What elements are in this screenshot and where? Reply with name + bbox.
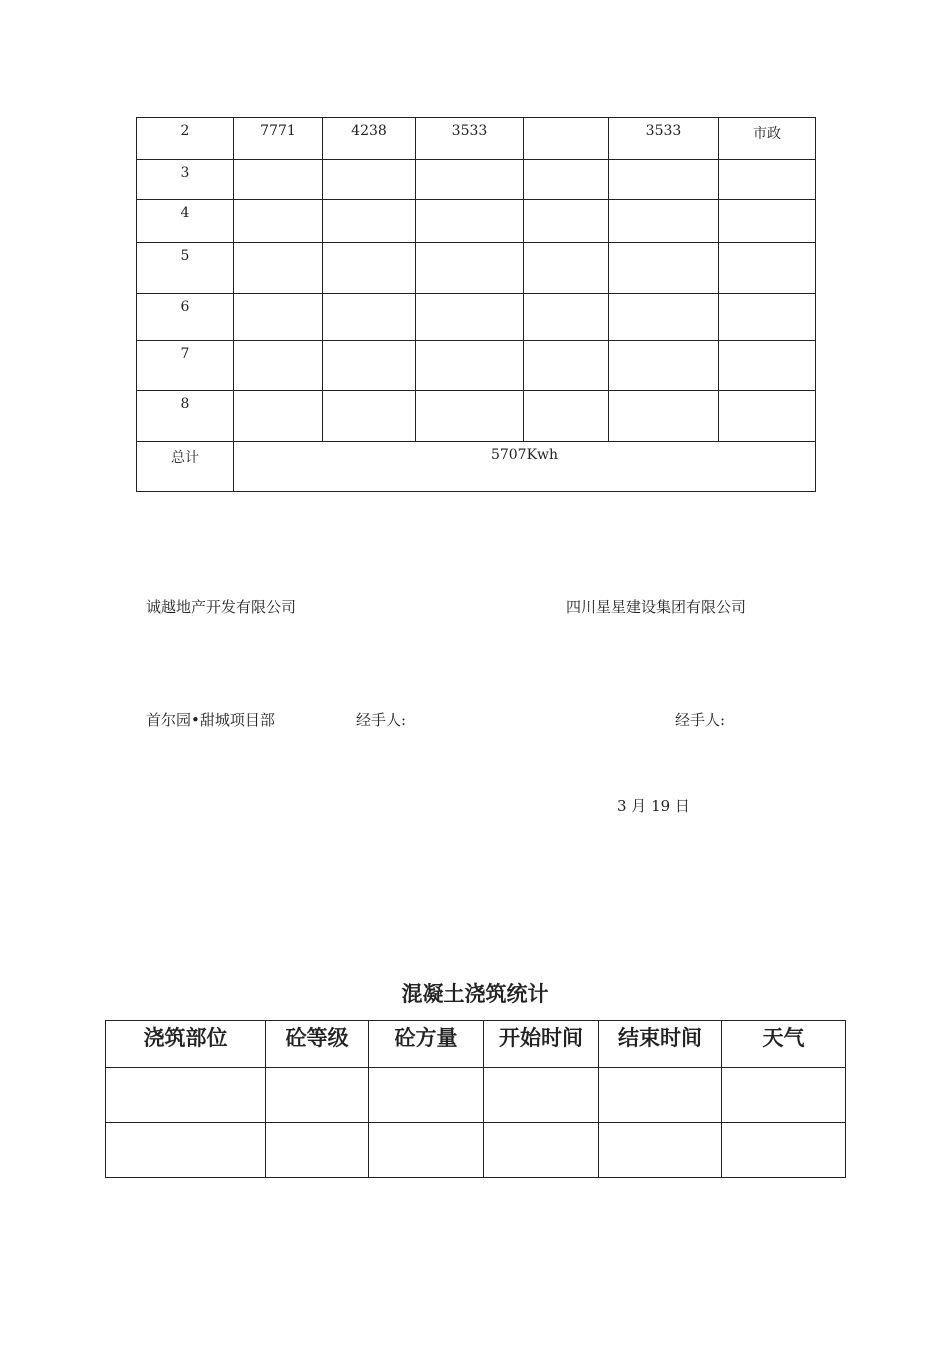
table-cell	[323, 160, 416, 200]
table-cell	[416, 160, 524, 200]
table-cell	[106, 1123, 266, 1178]
table-cell	[416, 391, 524, 442]
table-cell	[719, 391, 816, 442]
table-cell	[416, 243, 524, 294]
sign-date: 3 月 19 日	[617, 797, 690, 815]
table-cell	[266, 1068, 369, 1123]
table-cell	[369, 1068, 484, 1123]
table-cell	[599, 1068, 722, 1123]
table-cell	[719, 200, 816, 243]
table-cell	[524, 391, 609, 442]
table-cell	[416, 200, 524, 243]
project-department: 首尔园•甜城项目部	[146, 711, 275, 729]
total-label: 总计	[137, 442, 234, 492]
table-cell	[323, 243, 416, 294]
table-cell	[599, 1123, 722, 1178]
table-cell	[609, 294, 719, 341]
table-row	[137, 294, 816, 341]
header-row	[106, 1021, 846, 1068]
table-cell	[719, 341, 816, 391]
table-cell	[719, 160, 816, 200]
party-a-company: 诚越地产开发有限公司	[146, 598, 297, 616]
electricity-table	[136, 117, 816, 492]
table-cell	[609, 160, 719, 200]
table-cell	[416, 341, 524, 391]
table-cell	[266, 1123, 369, 1178]
party-b-company: 四川星星建设集团有限公司	[566, 598, 747, 616]
row-number: 5	[137, 243, 234, 294]
table-cell	[719, 243, 816, 294]
handler-a-label: 经手人:	[356, 711, 407, 729]
column-header: 结束时间	[599, 1021, 722, 1068]
table-cell	[106, 1068, 266, 1123]
table-row	[137, 341, 816, 391]
total-value: 5707Kwh	[234, 442, 816, 492]
row-number: 8	[137, 391, 234, 442]
column-header: 开始时间	[484, 1021, 599, 1068]
table-cell	[524, 341, 609, 391]
table-row	[137, 200, 816, 243]
table-cell	[234, 391, 323, 442]
table-cell: 4238	[323, 118, 416, 160]
table-cell	[609, 391, 719, 442]
table-cell	[524, 118, 609, 160]
table-cell	[609, 243, 719, 294]
table-row	[137, 391, 816, 442]
table-cell	[323, 341, 416, 391]
table-cell	[609, 200, 719, 243]
table-cell	[234, 341, 323, 391]
table-cell	[524, 243, 609, 294]
total-row	[137, 442, 816, 492]
column-header: 砼方量	[369, 1021, 484, 1068]
table-cell	[323, 294, 416, 341]
table-cell	[369, 1123, 484, 1178]
table-cell: 7771	[234, 118, 323, 160]
table-row	[137, 118, 816, 160]
table-cell	[484, 1123, 599, 1178]
table-cell	[524, 200, 609, 243]
table-row	[137, 243, 816, 294]
handler-b-label: 经手人:	[675, 711, 726, 729]
table-cell	[722, 1068, 846, 1123]
column-header: 砼等级	[266, 1021, 369, 1068]
row-number: 7	[137, 341, 234, 391]
table-cell	[234, 200, 323, 243]
row-number: 6	[137, 294, 234, 341]
table-row	[106, 1068, 846, 1123]
table-cell	[416, 294, 524, 341]
concrete-pour-table	[105, 1020, 846, 1178]
column-header: 天气	[722, 1021, 846, 1068]
table-cell	[323, 391, 416, 442]
row-number: 2	[137, 118, 234, 160]
table-cell	[234, 160, 323, 200]
row-number: 4	[137, 200, 234, 243]
table-cell	[234, 243, 323, 294]
column-header: 浇筑部位	[106, 1021, 266, 1068]
table-cell	[234, 294, 323, 341]
table-cell	[323, 200, 416, 243]
table-cell	[484, 1068, 599, 1123]
row-number: 3	[137, 160, 234, 200]
table-row	[106, 1123, 846, 1178]
table-cell: 3533	[416, 118, 524, 160]
table-cell: 市政	[719, 118, 816, 160]
table-row	[137, 160, 816, 200]
pour-table-title: 混凝土浇筑统计	[401, 981, 549, 1006]
table-cell	[524, 160, 609, 200]
table-cell	[524, 294, 609, 341]
table-cell	[719, 294, 816, 341]
table-cell	[722, 1123, 846, 1178]
table-cell	[609, 341, 719, 391]
table-cell: 3533	[609, 118, 719, 160]
